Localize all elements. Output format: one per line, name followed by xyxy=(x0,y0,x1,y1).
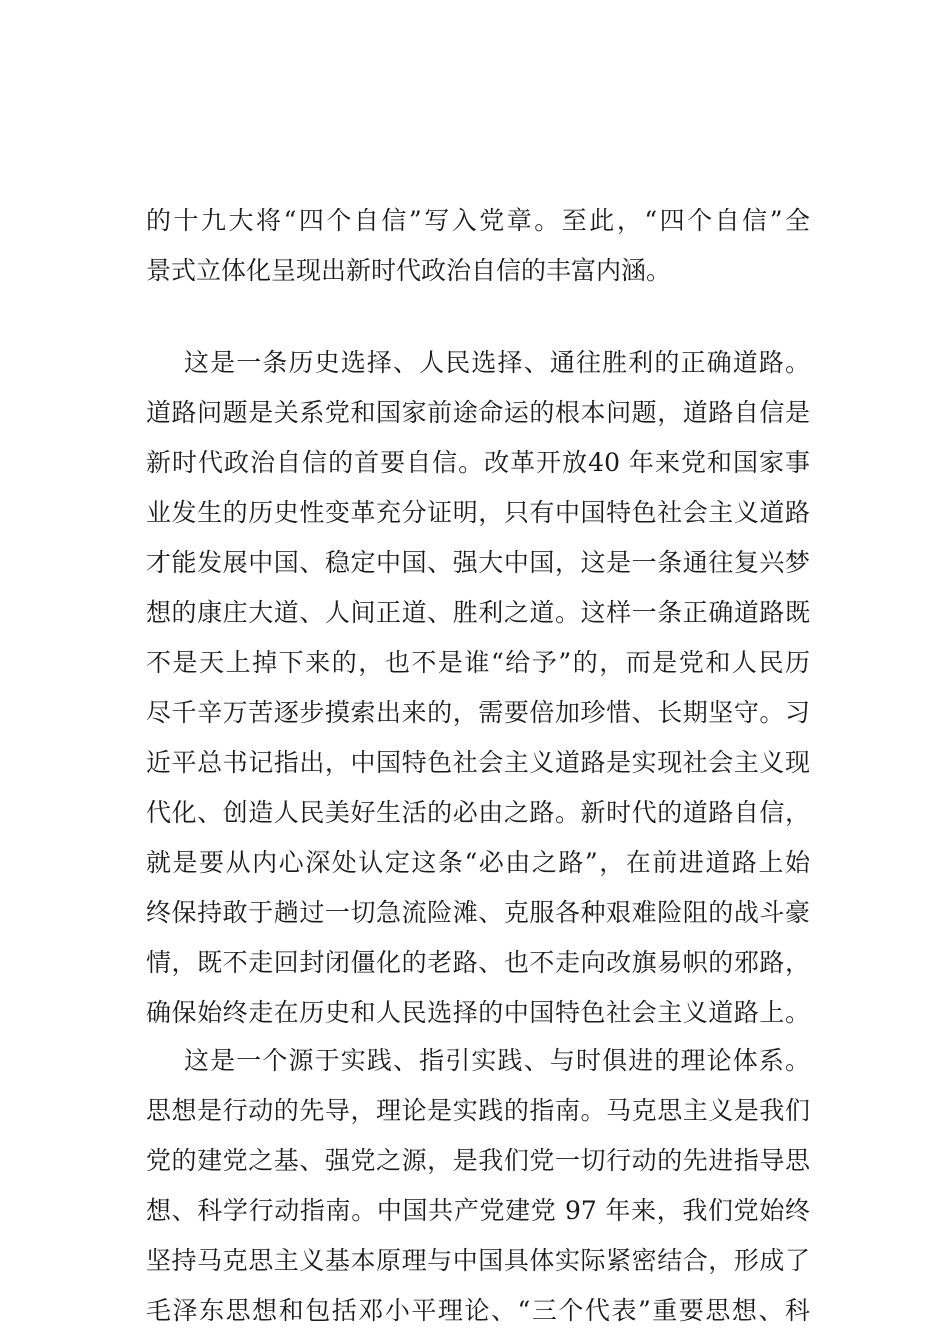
text-line: 才能发展中国、稳定中国、强大中国，这是一条通往复兴梦 xyxy=(146,548,810,577)
text-line: 近平总书记指出，中国特色社会主义道路是实现社会主义现 xyxy=(146,748,810,777)
text-line: 不是天上掉下来的，也不是谁“给予”的，而是党和人民历 xyxy=(146,648,810,677)
text-line: 思想是行动的先导，理论是实践的指南。马克思主义是我们 xyxy=(146,1096,810,1125)
text-line: 尽千辛万苦逐步摸索出来的，需要倍加珍惜、长期坚守。习 xyxy=(146,698,810,727)
text-line: 想、科学行动指南。中国共产党建党 97 年来，我们党始终 xyxy=(146,1196,810,1225)
text-line: 情，既不走回封闭僵化的老路、也不走向改旗易帜的邪路， xyxy=(146,948,810,977)
text-line: 代化、创造人民美好生活的必由之路。新时代的道路自信， xyxy=(146,798,810,827)
text-line: 就是要从内心深处认定这条“必由之路”，在前进道路上始 xyxy=(146,848,810,877)
text-line: 终保持敢于趟过一切急流险滩、克服各种艰难险阻的战斗豪 xyxy=(146,898,810,927)
text-line: 坚持马克思主义基本原理与中国具体实际紧密结合，形成了 xyxy=(146,1246,810,1275)
paragraph-first-line: 这是一个源于实践、指引实践、与时俱进的理论体系。 xyxy=(184,1046,810,1075)
text-line: 确保始终走在历史和人民选择的中国特色社会主义道路上。 xyxy=(146,998,810,1027)
text-line: 景式立体化呈现出新时代政治自信的丰富内涵。 xyxy=(146,256,672,285)
text-line: 想的康庄大道、人间正道、胜利之道。这样一条正确道路既 xyxy=(146,598,810,627)
text-line: 毛泽东思想和包括邓小平理论、“三个代表”重要思想、科 xyxy=(146,1296,810,1325)
text-line: 的十九大将“四个自信”写入党章。至此，“四个自信”全 xyxy=(146,206,810,235)
text-line: 新时代政治自信的首要自信。改革开放40 年来党和国家事 xyxy=(146,448,810,477)
paragraph-first-line: 这是一条历史选择、人民选择、通往胜利的正确道路。 xyxy=(184,348,810,377)
text-line: 党的建党之基、强党之源，是我们党一切行动的先进指导思 xyxy=(146,1146,810,1175)
text-line: 道路问题是关系党和国家前途命运的根本问题，道路自信是 xyxy=(146,398,810,427)
text-line: 业发生的历史性变革充分证明，只有中国特色社会主义道路 xyxy=(146,498,810,527)
